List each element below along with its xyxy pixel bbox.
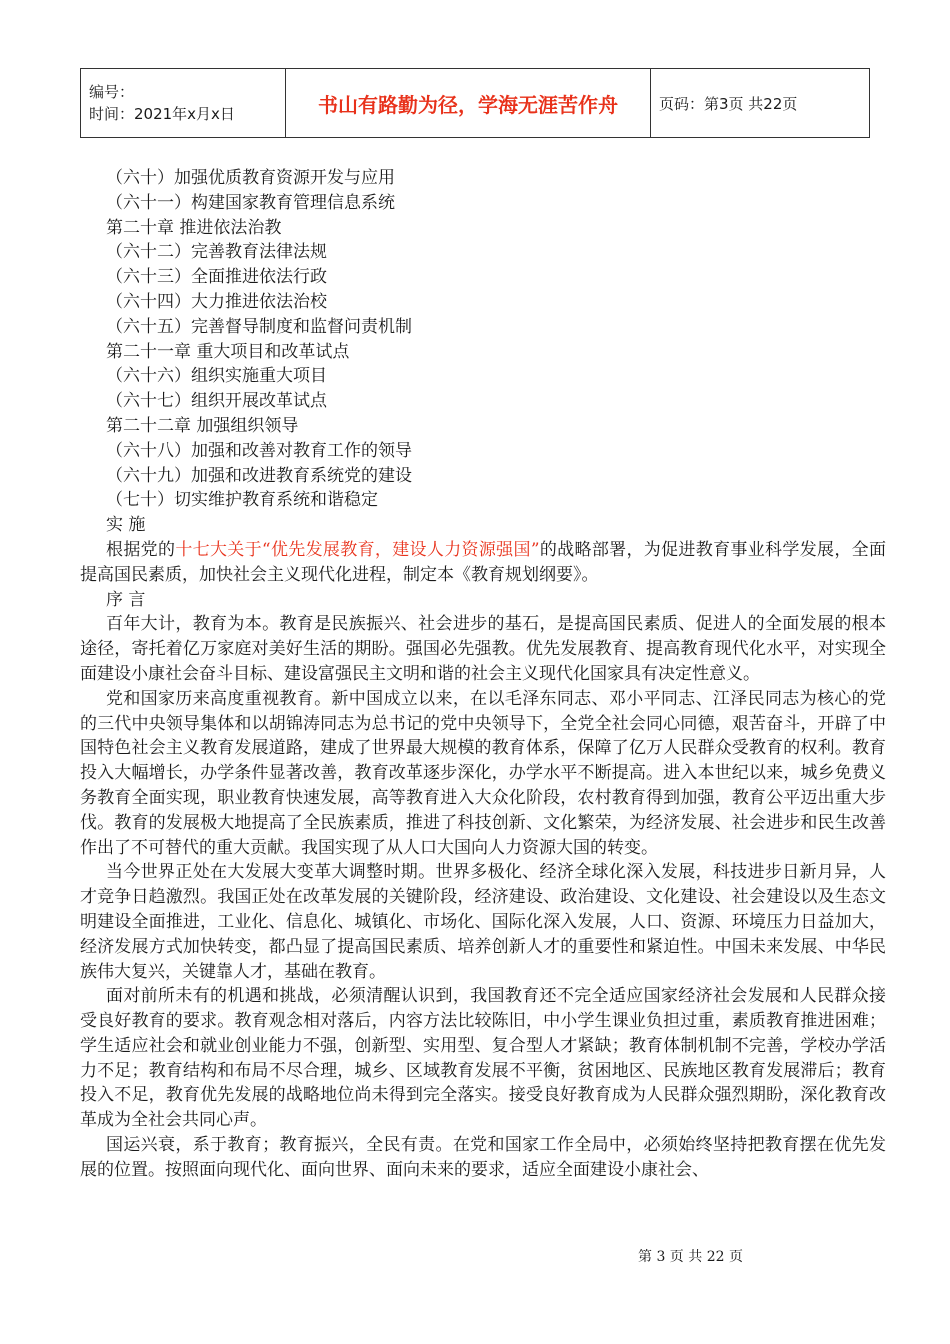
page-header bbox=[80, 68, 870, 138]
toc-line: （六十六）组织实施重大项目 bbox=[106, 366, 327, 387]
intro-highlight: 十七大关于“优先发展教育，建设人力资源强国” bbox=[175, 539, 540, 560]
body-paragraph: 面对前所未有的机遇和挑战，必须清醒认识到，我国教育还不完全适应国家经济社会发展和人民群众接受良好教育的要求。教育观念相对落后，内容方法比较陈旧，中小学生课业负担过重，素质教育推进困难；学生适应社会和就业创业能力不强，创新型、实用型、复合型人才紧缺；教育体制机制不完善，学校办学活力不足；教育结构和布局不尽合理，城乡、区域教育发展不平衡，贫困地区、民族地区教育发展滞后；教育投入不足，教育优先发展的战略地位尚未得到完全落实。接受良好教育成为人民群众强烈期盼，深化教育改革成为全社会共同心声。 bbox=[80, 986, 886, 1131]
document-number-label: 编号： bbox=[89, 83, 135, 101]
header-motto: 书山有路勤为径，学海无涯苦作舟 bbox=[286, 69, 651, 138]
toc-line: （六十四）大力推进依法治校 bbox=[106, 291, 327, 312]
toc-chapter: 第二十二章 加强组织领导 bbox=[106, 415, 299, 436]
toc-chapter: 第二十章 推进依法治教 bbox=[106, 217, 282, 238]
body-paragraph: 百年大计，教育为本。教育是民族振兴、社会进步的基石，是提高国民素质、促进人的全面发展的根本途径，寄托着亿万家庭对美好生活的期盼。强国必先强教。优先发展教育、提高教育现代化水平，对实现全面建设小康社会奋斗目标、建设富强民主文明和谐的社会主义现代化国家具有决定性意义。 bbox=[80, 614, 886, 684]
toc-line: （六十八）加强和改善对教育工作的领导 bbox=[106, 440, 412, 461]
toc-line: （六十九）加强和改进教育系统党的建设 bbox=[106, 465, 412, 486]
preface-heading: 序 言 bbox=[106, 589, 146, 610]
page-footer: 第 3 页 共 22 页 bbox=[638, 1249, 743, 1265]
body-paragraph: 当今世界正处在大发展大变革大调整时期。世界多极化、经济全球化深入发展，科技进步日新月异，人才竞争日趋激烈。我国正处在改革发展的关键阶段，经济建设、政治建设、文化建设、社会建设以及生态文明建设全面推进，工业化、信息化、城镇化、市场化、国际化深入发展，人口、资源、环境压力日益加大，经济发展方式加快转变，都凸显了提高国民素质、培养创新人才的重要性和紧迫性。中国未来发展、中华民族伟大复兴，关键靠人才，基础在教育。 bbox=[80, 862, 886, 982]
toc-line: （六十三）全面推进依法行政 bbox=[106, 267, 327, 288]
toc-line: （六十七）组织开展改革试点 bbox=[106, 391, 327, 412]
header-meta bbox=[81, 69, 286, 138]
intro-prefix: 根据党的 bbox=[106, 539, 176, 560]
intro-paragraph bbox=[80, 538, 886, 588]
intro-suffix: 的战略部署，为促进教育事业科学发展，全面提高国民素质，加快社会主义现代化进程，制定本《教育规划纲要》。 bbox=[80, 539, 887, 585]
document-time-label: 时间：2021年x月x日 bbox=[89, 105, 235, 123]
toc-line: （六十）加强优质教育资源开发与应用 bbox=[106, 168, 395, 188]
section-heading-implementation: 实 施 bbox=[106, 515, 146, 536]
body-paragraph: 国运兴衰，系于教育；教育振兴，全民有责。在党和国家工作全局中，必须始终坚持把教育摆在优先发展的位置。按照面向现代化、面向世界、面向未来的要求，适应全面建设小康社会、 bbox=[80, 1135, 886, 1180]
document-body bbox=[80, 166, 886, 1183]
toc-chapter: 第二十一章 重大项目和改革试点 bbox=[106, 341, 350, 362]
toc-line: （六十五）完善督导制度和监督问责机制 bbox=[106, 316, 412, 337]
toc-line: （六十一）构建国家教育管理信息系统 bbox=[106, 192, 395, 213]
body-paragraph: 党和国家历来高度重视教育。新中国成立以来，在以毛泽东同志、邓小平同志、江泽民同志为核心的党的三代中央领导集体和以胡锦涛同志为总书记的党中央领导下，全党全社会同心同德，艰苦奋斗，开辟了中国特色社会主义教育发展道路，建成了世界最大规模的教育体系，保障了亿万人民群众受教育的权利。教育投入大幅增长，办学条件显著改善，教育改革逐步深化，办学水平不断提高。进入本世纪以来，城乡免费义务教育全面实现，职业教育快速发展，高等教育进入大众化阶段，农村教育得到加强，教育公平迈出重大步伐。教育的发展极大地提高了全民族素质，推进了科技创新、文化繁荣，为经济发展、社会进步和民生改善作出了不可替代的重大贡献。我国实现了从人口大国向人力资源大国的转变。 bbox=[80, 688, 886, 858]
header-page-info: 页码：第3页 共22页 bbox=[651, 69, 870, 138]
toc-line: （六十二）完善教育法律法规 bbox=[106, 242, 327, 263]
toc-line: （七十）切实维护教育系统和谐稳定 bbox=[106, 490, 378, 511]
